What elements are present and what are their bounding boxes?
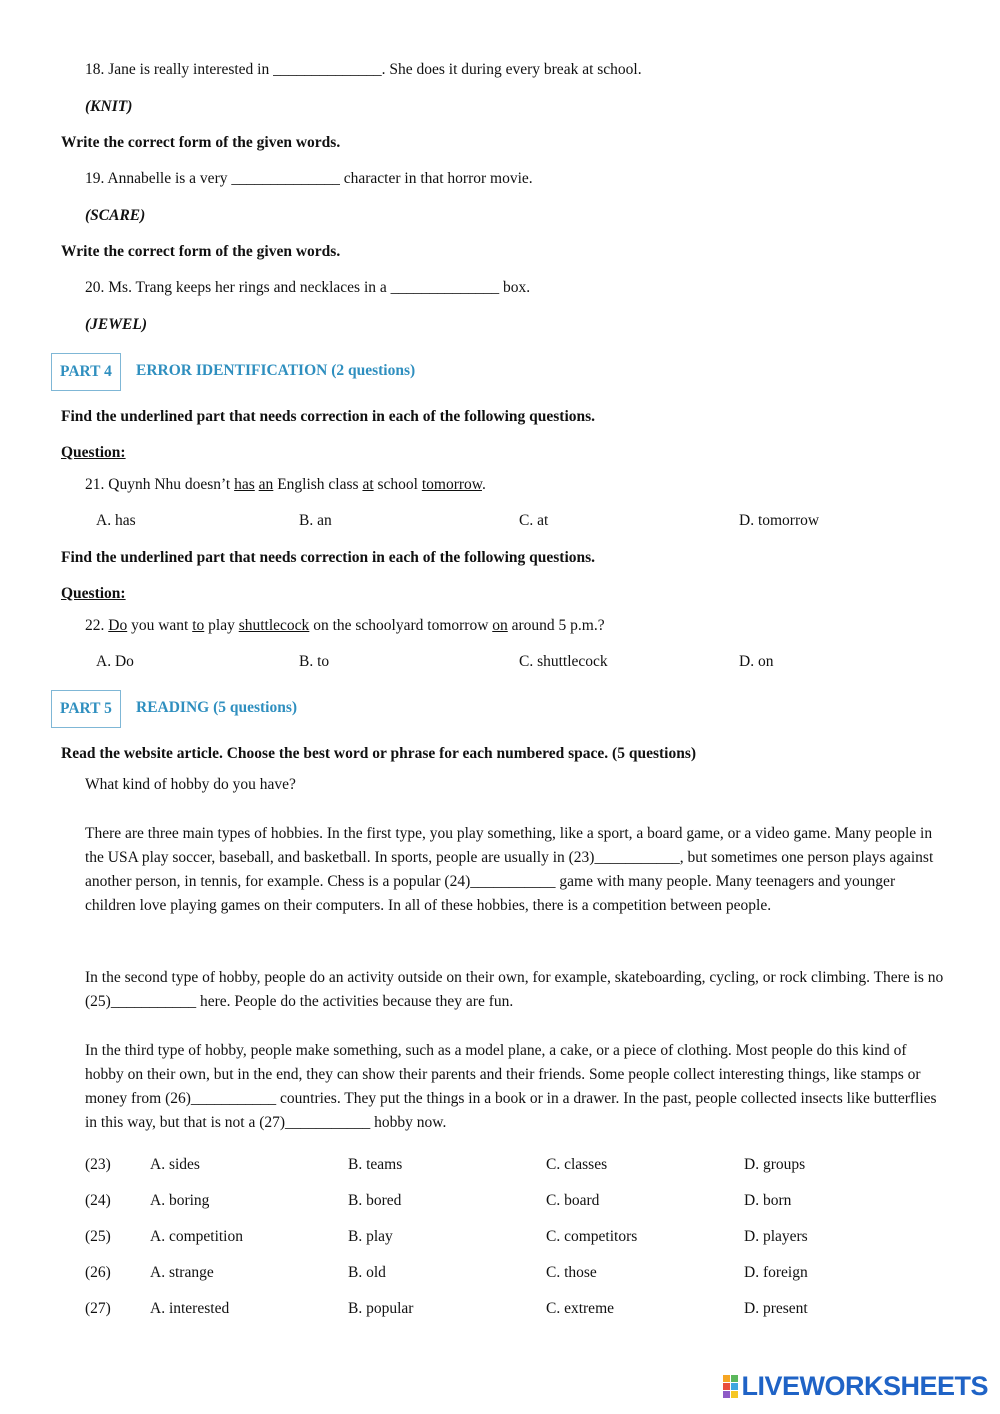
article-paragraph-2: In the second type of hobby, people do an activity outside on their own, for example, skateboarding, cycling, or rock climbing. There is no (25)___________ here. People do the activities because they are fun. bbox=[85, 969, 944, 1010]
question-18: 18. Jane is really interested in ______________. She does it during every break at school. bbox=[85, 61, 642, 78]
underlined-at: at bbox=[362, 476, 374, 493]
part-5-title: READING (5 questions) bbox=[136, 699, 298, 716]
option-25-b[interactable]: B. play bbox=[348, 1228, 393, 1245]
question-label-22: Question: bbox=[61, 585, 126, 602]
underlined-on: on bbox=[492, 617, 508, 634]
option-26-b[interactable]: B. old bbox=[348, 1264, 386, 1281]
liveworksheets-logo-icon bbox=[723, 1375, 738, 1398]
option-24-b[interactable]: B. bored bbox=[348, 1192, 402, 1209]
instruction-20: Write the correct form of the given words. bbox=[61, 243, 341, 260]
option-21-a[interactable]: A. has bbox=[96, 512, 136, 529]
underlined-tomorrow: tomorrow bbox=[421, 476, 482, 493]
option-25-a[interactable]: A. competition bbox=[150, 1228, 243, 1245]
hint-19: (SCARE) bbox=[85, 207, 146, 224]
instruction-21: Find the underlined part that needs correction in each of the following questions. bbox=[61, 408, 596, 425]
underlined-to: to bbox=[192, 617, 205, 634]
option-27-a[interactable]: A. interested bbox=[150, 1300, 230, 1317]
option-23-b[interactable]: B. teams bbox=[348, 1156, 403, 1173]
answer-number: (24) bbox=[85, 1192, 111, 1209]
article-paragraph-1: There are three main types of hobbies. In the first type, you play something, like a sport, a board game, or a video game. Many people in the USA play soccer, baseball, and basketball. In sports, people are usually in (23)___________, but sometimes one person plays against another person, in tennis, for example. Chess is a popular (24)___________ game with many people. Many teenagers and younger children love playing games on their computers. In all of these hobbies, there is a competition between people. bbox=[85, 825, 934, 914]
option-21-b[interactable]: B. an bbox=[299, 512, 332, 529]
answer-blank-19[interactable]: ______________ bbox=[231, 170, 340, 187]
option-26-c[interactable]: C. those bbox=[546, 1264, 597, 1281]
option-25-d[interactable]: D. players bbox=[744, 1228, 808, 1245]
underlined-shuttlecock: shuttlecock bbox=[238, 617, 310, 634]
answer-number: (25) bbox=[85, 1228, 111, 1245]
option-21-c[interactable]: C. at bbox=[519, 512, 549, 529]
option-25-c[interactable]: C. competitors bbox=[546, 1228, 638, 1245]
option-26-a[interactable]: A. strange bbox=[150, 1264, 214, 1281]
option-22-a[interactable]: A. Do bbox=[96, 653, 134, 670]
option-23-c[interactable]: C. classes bbox=[546, 1156, 608, 1173]
underlined-an: an bbox=[258, 476, 274, 493]
article-title: What kind of hobby do you have? bbox=[85, 776, 296, 793]
option-24-a[interactable]: A. boring bbox=[150, 1192, 210, 1209]
answer-blank-18[interactable]: ______________ bbox=[273, 61, 382, 78]
hint-20: (JEWEL) bbox=[85, 316, 147, 333]
underlined-do: Do bbox=[108, 617, 128, 634]
answer-number: (27) bbox=[85, 1300, 111, 1317]
option-27-b[interactable]: B. popular bbox=[348, 1300, 414, 1317]
option-24-d[interactable]: D. born bbox=[744, 1192, 792, 1209]
instruction-22: Find the underlined part that needs correction in each of the following questions. bbox=[61, 549, 596, 566]
answer-blank-20[interactable]: ______________ bbox=[390, 279, 500, 296]
option-21-d[interactable]: D. tomorrow bbox=[739, 512, 820, 529]
logo-text: LIVEWORKSHEETS bbox=[741, 1371, 988, 1401]
part-4-label: PART 4 bbox=[51, 353, 121, 391]
option-24-c[interactable]: C. board bbox=[546, 1192, 600, 1209]
instruction-reading: Read the website article. Choose the best word or phrase for each numbered space. (5 questions) bbox=[61, 745, 697, 762]
answer-number: (26) bbox=[85, 1264, 111, 1281]
question-20: 20. Ms. Trang keeps her rings and necklaces in a ______________ box. bbox=[85, 279, 531, 296]
part-5-label: PART 5 bbox=[51, 690, 121, 728]
option-26-d[interactable]: D. foreign bbox=[744, 1264, 808, 1281]
question-19: 19. Annabelle is a very ______________ character in that horror movie. bbox=[85, 170, 533, 187]
underlined-has: has bbox=[234, 476, 255, 493]
article-paragraph-3: In the third type of hobby, people make something, such as a model plane, a cake, or a piece of clothing. Most people do this kind of hobby on their own, but in the end, they can show their parents and their friends. Some people collect interesting things, like stamps or money from (26)___________ countries. They put the things in a book or in a drawer. In the past, people collected insects like butterflies in this way, but that is not a (27)___________ hobby now. bbox=[85, 1042, 937, 1131]
answer-number: (23) bbox=[85, 1156, 111, 1173]
part-4-title: ERROR IDENTIFICATION (2 questions) bbox=[136, 362, 416, 379]
instruction-19: Write the correct form of the given words. bbox=[61, 134, 341, 151]
option-23-d[interactable]: D. groups bbox=[744, 1156, 806, 1173]
option-23-a[interactable]: A. sides bbox=[150, 1156, 200, 1173]
option-27-d[interactable]: D. present bbox=[744, 1300, 808, 1317]
question-22: 22. Do you want to play shuttlecock on the schoolyard tomorrow on around 5 p.m.? bbox=[85, 617, 605, 634]
liveworksheets-logo[interactable] bbox=[723, 1371, 988, 1402]
option-22-b[interactable]: B. to bbox=[299, 653, 330, 670]
question-label-21: Question: bbox=[61, 444, 126, 461]
option-22-c[interactable]: C. shuttlecock bbox=[519, 653, 608, 670]
hint-18: (KNIT) bbox=[85, 98, 133, 115]
option-22-d[interactable]: D. on bbox=[739, 653, 774, 670]
option-27-c[interactable]: C. extreme bbox=[546, 1300, 615, 1317]
question-21: 21. Quynh Nhu doesn’t has an English class at school tomorrow. bbox=[85, 476, 486, 493]
